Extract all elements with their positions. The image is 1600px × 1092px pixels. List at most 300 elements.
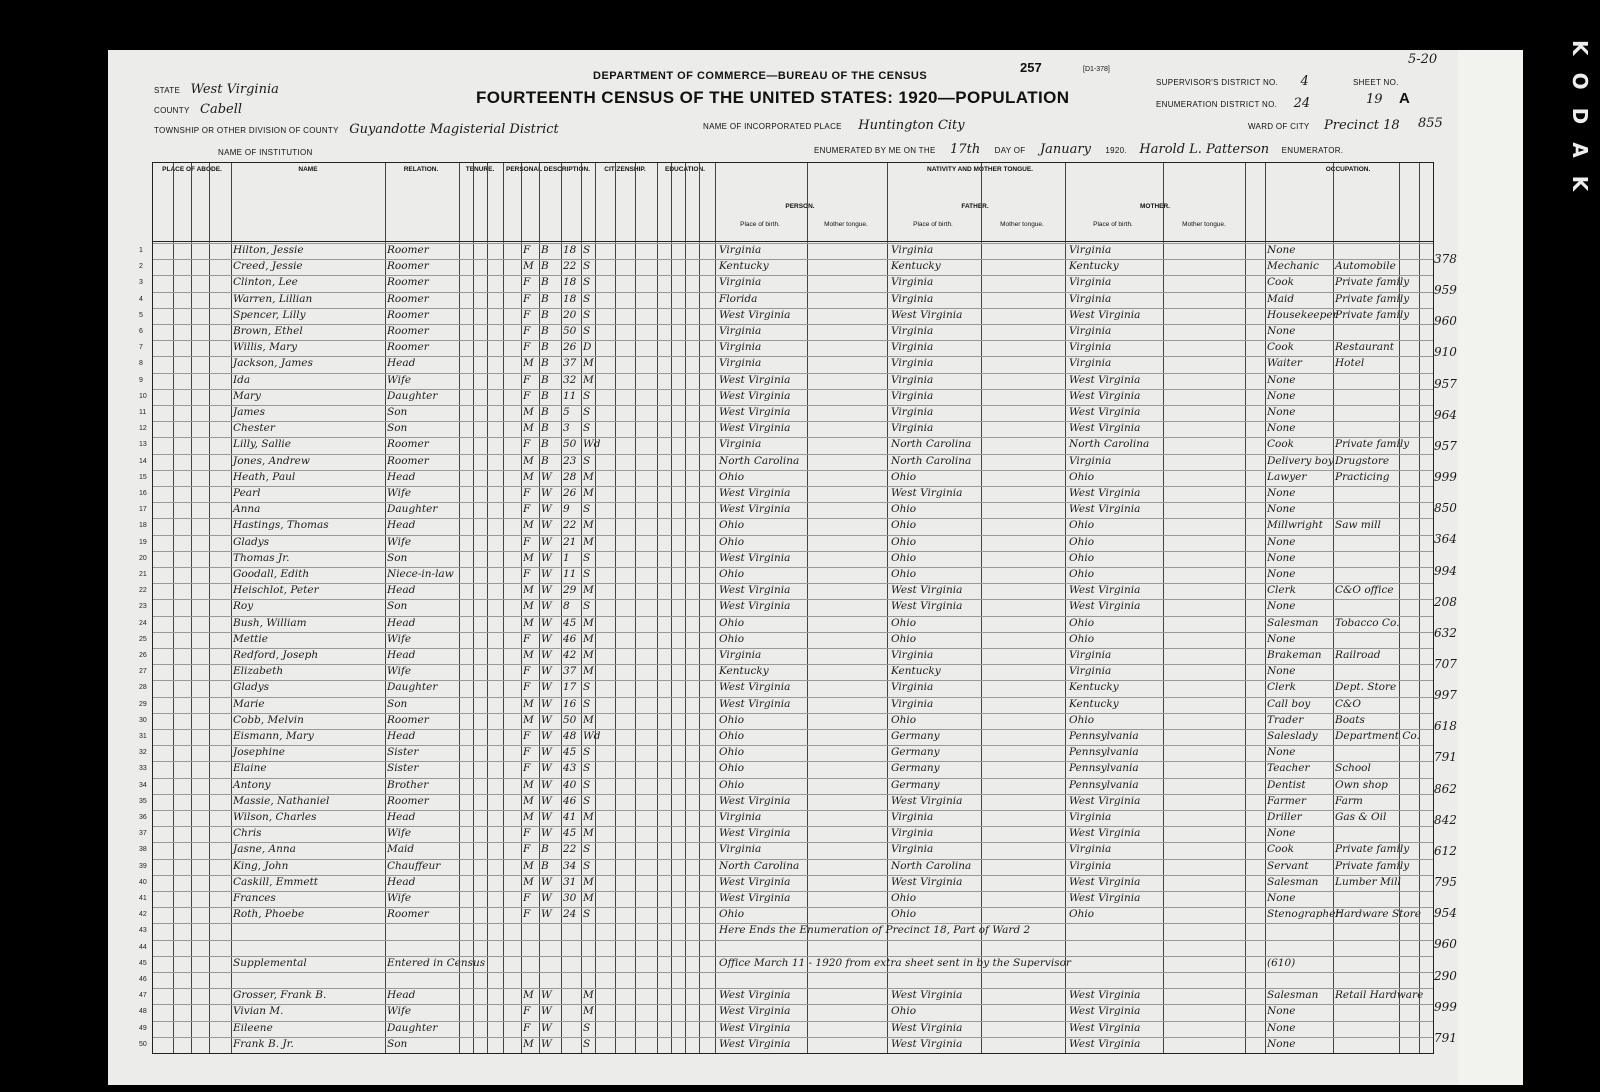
- relation-cell: Brother: [387, 778, 429, 791]
- mother-birthplace-cell: Kentucky: [1069, 681, 1119, 694]
- industry-cell: Retail Hardware: [1335, 989, 1424, 1002]
- race-cell: B: [541, 276, 549, 289]
- name-cell: Goodall, Edith: [233, 568, 310, 580]
- name-cell: Gladys: [233, 535, 270, 548]
- row-number: 46: [139, 976, 147, 983]
- row-number: 1: [139, 247, 143, 254]
- occupation-cell: Brakeman: [1267, 649, 1322, 661]
- father-birthplace-cell: Ohio: [891, 535, 917, 548]
- row-number: 31: [139, 733, 147, 740]
- relation-cell: Daughter: [387, 1021, 438, 1034]
- age-cell: 18: [563, 276, 577, 289]
- industry-cell: Hotel: [1335, 357, 1365, 370]
- relation-cell: Wife: [387, 1005, 412, 1018]
- row-number: 3: [139, 279, 143, 287]
- age-cell: 17: [563, 681, 577, 694]
- father-birthplace-cell: North Carolina: [891, 454, 972, 467]
- row-number: 21: [139, 571, 147, 578]
- race-cell: W: [541, 503, 552, 516]
- margin-number: 612: [1434, 843, 1457, 858]
- race-cell: W: [541, 681, 552, 694]
- mother-birthplace-cell: West Virginia: [1069, 600, 1141, 613]
- relation-cell: Wife: [387, 665, 412, 678]
- row-number: 22: [139, 587, 147, 595]
- mother-birthplace-cell: Ohio: [1069, 551, 1095, 564]
- row-number: 6: [139, 328, 143, 335]
- father-birthplace-cell: West Virginia: [891, 487, 963, 499]
- marital-cell: S: [583, 762, 591, 775]
- sex-cell: F: [523, 632, 531, 645]
- birthplace-cell: Ohio: [719, 519, 745, 532]
- father-birthplace-cell: Virginia: [891, 373, 934, 386]
- industry-cell: Automobile: [1335, 260, 1396, 273]
- name-cell: Spencer, Lilly: [233, 308, 306, 321]
- birthplace-cell: Virginia: [719, 357, 762, 370]
- name-cell: Mary: [233, 389, 261, 402]
- row-number: 34: [139, 781, 147, 789]
- race-cell: W: [541, 665, 552, 678]
- industry-cell: Tobacco Co.: [1335, 616, 1400, 629]
- race-cell: W: [541, 746, 552, 759]
- occupation-cell: None: [1267, 244, 1296, 256]
- margin-number: 795: [1434, 875, 1457, 890]
- occupation-cell: None: [1267, 746, 1296, 759]
- birthplace-cell: Ohio: [719, 568, 745, 580]
- occupation-cell: None: [1267, 406, 1296, 418]
- mother-birthplace-cell: Ohio: [1069, 908, 1095, 921]
- age-cell: 5: [563, 406, 570, 418]
- occupation-cell: Teacher: [1267, 762, 1310, 775]
- age-cell: 1: [563, 551, 570, 564]
- relation-cell: Son: [387, 600, 408, 613]
- occupation-cell: Millwright: [1267, 519, 1323, 532]
- age-cell: 11: [563, 568, 577, 580]
- birthplace-cell: Ohio: [719, 616, 745, 629]
- occupation-cell: Lawyer: [1267, 470, 1307, 483]
- birthplace-cell: West Virginia: [719, 681, 791, 694]
- name-cell: Cobb, Melvin: [233, 713, 304, 726]
- race-cell: W: [541, 535, 552, 548]
- occupation-cell: None: [1267, 632, 1296, 645]
- marital-cell: M: [583, 713, 594, 726]
- industry-cell: C&O office: [1335, 584, 1394, 597]
- row-number: 5: [139, 311, 143, 319]
- father-birthplace-cell: Ohio: [891, 519, 917, 532]
- birthplace-cell: West Virginia: [719, 487, 791, 499]
- name-cell: Grosser, Frank B.: [233, 989, 327, 1002]
- age-cell: 11: [563, 389, 577, 402]
- occupation-cell: Salesman: [1267, 616, 1319, 629]
- margin-number: 842: [1434, 812, 1457, 827]
- race-cell: B: [541, 357, 549, 370]
- birthplace-cell: North Carolina: [719, 454, 800, 467]
- occupation-cell: Cook: [1267, 438, 1295, 451]
- father-birthplace-cell: Virginia: [891, 341, 934, 354]
- marital-cell: S: [583, 551, 591, 564]
- row-number: 35: [139, 797, 147, 805]
- name-cell: Marie: [233, 697, 265, 710]
- relation-cell: Roomer: [387, 276, 429, 289]
- col-group-father: FATHER.: [961, 203, 989, 210]
- occupation-cell: Salesman: [1267, 989, 1319, 1002]
- sex-cell: F: [523, 568, 531, 580]
- name-cell: James: [233, 406, 266, 418]
- relation-cell: Wife: [387, 487, 412, 499]
- relation-cell: Roomer: [387, 341, 429, 354]
- father-birthplace-cell: West Virginia: [891, 1021, 963, 1034]
- age-cell: 18: [563, 292, 577, 305]
- industry-cell: Own shop: [1335, 778, 1388, 791]
- sex-cell: F: [523, 487, 531, 499]
- race-cell: W: [541, 892, 552, 904]
- margin-number: 999: [1434, 470, 1457, 485]
- name-cell: Bush, William: [233, 616, 307, 629]
- occupation-cell: Clerk: [1267, 681, 1296, 694]
- margin-number: 957: [1434, 376, 1457, 391]
- age-cell: 48: [563, 730, 577, 742]
- row-number: 47: [139, 992, 147, 1000]
- sex-cell: M: [523, 811, 534, 823]
- marital-cell: S: [583, 697, 591, 710]
- name-cell: Anna: [233, 503, 261, 516]
- birthplace-cell: West Virginia: [719, 389, 791, 402]
- age-cell: 50: [563, 325, 577, 337]
- row-number: 20: [139, 554, 147, 562]
- occupation-cell: None: [1267, 568, 1296, 580]
- name-cell: Gladys: [233, 681, 270, 694]
- race-cell: W: [541, 794, 552, 807]
- relation-cell: Roomer: [387, 438, 429, 451]
- occupation-cell: Mechanic: [1267, 260, 1319, 273]
- row-number: 32: [139, 749, 147, 757]
- sex-cell: M: [523, 422, 534, 435]
- sex-cell: F: [523, 908, 531, 921]
- col-group-nativity: NATIVITY AND MOTHER TONGUE.: [927, 166, 1033, 173]
- margin-number: 290: [1434, 968, 1457, 983]
- name-cell: Brown, Ethel: [233, 325, 303, 337]
- race-cell: W: [541, 487, 552, 499]
- industry-cell: Private family: [1335, 292, 1410, 305]
- margin-number: 999: [1434, 999, 1457, 1014]
- relation-cell: Head: [387, 989, 416, 1002]
- birthplace-cell: Virginia: [719, 843, 762, 856]
- father-birthplace-cell: West Virginia: [891, 794, 963, 807]
- age-cell: 9: [563, 503, 570, 516]
- age-cell: 43: [563, 762, 577, 775]
- marital-cell: S: [583, 1021, 591, 1034]
- relation-cell: Head: [387, 730, 416, 742]
- race-cell: B: [541, 406, 549, 418]
- relation-cell: Head: [387, 519, 416, 532]
- birthplace-cell: Virginia: [719, 341, 762, 354]
- birthplace-cell: Office March 11 - 1920 from extra sheet sent in by the Supervisor: [719, 956, 1071, 969]
- name-cell: Frank B. Jr.: [233, 1037, 294, 1050]
- row-number: 48: [139, 1008, 147, 1016]
- age-cell: 30: [563, 892, 577, 904]
- marital-cell: S: [583, 454, 591, 467]
- mother-birthplace-cell: North Carolina: [1069, 438, 1150, 451]
- row-number: 7: [139, 344, 143, 352]
- relation-cell: Niece-in-law: [387, 568, 454, 580]
- margin-number: 850: [1434, 501, 1457, 516]
- name-cell: Jackson, James: [233, 357, 313, 370]
- age-cell: 16: [563, 697, 577, 710]
- occupation-cell: Trader: [1267, 713, 1304, 726]
- row-number: 39: [139, 862, 147, 870]
- form-number: [D1-378]: [1083, 66, 1110, 73]
- age-cell: 45: [563, 827, 577, 840]
- sex-cell: F: [523, 325, 531, 337]
- enumeration-date-field: ENUMERATED BY ME ON THE 17th DAY OF January 1920. Harold L. Patterson ENUMERATOR.: [814, 142, 1344, 157]
- race-cell: W: [541, 811, 552, 823]
- occupation-cell: (610): [1267, 956, 1296, 969]
- race-cell: W: [541, 989, 552, 1002]
- relation-cell: Roomer: [387, 713, 429, 726]
- name-cell: Clinton, Lee: [233, 276, 298, 289]
- sex-cell: F: [523, 276, 531, 289]
- age-cell: 32: [563, 373, 577, 386]
- race-cell: B: [541, 244, 549, 256]
- mother-birthplace-cell: West Virginia: [1069, 308, 1141, 321]
- father-birthplace-cell: Virginia: [891, 649, 934, 661]
- birthplace-cell: West Virginia: [719, 308, 791, 321]
- sex-cell: F: [523, 730, 531, 742]
- col-group-relation: RELATION.: [403, 166, 439, 173]
- name-cell: Eileene: [233, 1021, 273, 1034]
- birthplace-cell: Virginia: [719, 244, 762, 256]
- occupation-cell: None: [1267, 503, 1296, 516]
- birthplace-cell: Ohio: [719, 746, 745, 759]
- sex-cell: F: [523, 308, 531, 321]
- marital-cell: M: [583, 632, 594, 645]
- mother-birthplace-cell: West Virginia: [1069, 422, 1141, 435]
- corner-annotation: 5-20: [1408, 52, 1438, 67]
- occupation-cell: Call boy: [1267, 697, 1311, 710]
- relation-cell: Sister: [387, 746, 419, 759]
- relation-cell: Son: [387, 422, 408, 435]
- father-birthplace-cell: North Carolina: [891, 438, 972, 451]
- marital-cell: S: [583, 746, 591, 759]
- relation-cell: Roomer: [387, 292, 429, 305]
- race-cell: B: [541, 843, 549, 856]
- sex-cell: F: [523, 535, 531, 548]
- name-cell: Elizabeth: [233, 665, 284, 678]
- sex-cell: F: [523, 892, 531, 904]
- col-group-tenure: TENURE.: [465, 166, 495, 173]
- age-cell: 41: [563, 811, 577, 823]
- father-birthplace-cell: Ohio: [891, 908, 917, 921]
- mother-birthplace-cell: Ohio: [1069, 535, 1095, 548]
- birthplace-cell: West Virginia: [719, 827, 791, 840]
- father-birthplace-cell: Ohio: [891, 568, 917, 580]
- mother-birthplace-cell: Virginia: [1069, 859, 1112, 872]
- race-cell: W: [541, 875, 552, 888]
- birthplace-cell: West Virginia: [719, 600, 791, 613]
- sex-cell: M: [523, 697, 534, 710]
- row-number: 2: [139, 263, 143, 271]
- father-birthplace-cell: Virginia: [891, 422, 934, 435]
- father-birthplace-cell: Virginia: [891, 276, 934, 289]
- marital-cell: M: [583, 989, 594, 1002]
- birthplace-cell: Virginia: [719, 325, 762, 337]
- race-cell: W: [541, 519, 552, 532]
- mother-birthplace-cell: Virginia: [1069, 811, 1112, 823]
- age-cell: 21: [563, 535, 577, 548]
- birthplace-cell: Florida: [719, 292, 758, 305]
- industry-cell: Dept. Store: [1335, 681, 1397, 694]
- col-person-birthplace: Place of birth.: [740, 221, 780, 228]
- occupation-cell: Salesman: [1267, 875, 1319, 888]
- race-cell: W: [541, 649, 552, 661]
- row-number: 17: [139, 506, 147, 514]
- relation-cell: Son: [387, 1037, 408, 1050]
- birthplace-cell: Ohio: [719, 762, 745, 775]
- col-mother-birthplace: Place of birth.: [1093, 221, 1133, 228]
- occupation-cell: None: [1267, 373, 1296, 386]
- father-birthplace-cell: Ohio: [891, 892, 917, 904]
- name-cell: Caskill, Emmett: [233, 875, 319, 888]
- birthplace-cell: West Virginia: [719, 584, 791, 597]
- father-birthplace-cell: Germany: [891, 730, 940, 742]
- marital-cell: S: [583, 794, 591, 807]
- sex-cell: M: [523, 454, 534, 467]
- father-birthplace-cell: Virginia: [891, 292, 934, 305]
- mother-birthplace-cell: Pennsylvania: [1069, 778, 1139, 791]
- birthplace-cell: West Virginia: [719, 875, 791, 888]
- margin-number: 707: [1434, 657, 1457, 671]
- father-birthplace-cell: Virginia: [891, 389, 934, 402]
- birthplace-cell: West Virginia: [719, 1005, 791, 1018]
- row-number: 42: [139, 911, 147, 919]
- row-number: 24: [139, 619, 147, 627]
- marital-cell: S: [583, 308, 591, 321]
- name-cell: Frances: [233, 892, 276, 904]
- age-cell: 22: [563, 260, 577, 273]
- father-birthplace-cell: Ohio: [891, 1005, 917, 1018]
- marital-cell: M: [583, 665, 594, 678]
- name-cell: Pearl: [233, 487, 261, 499]
- row-number: 23: [139, 603, 147, 611]
- occupation-cell: Maid: [1267, 292, 1295, 305]
- margin-number: 960: [1434, 937, 1457, 952]
- marital-cell: S: [583, 244, 591, 256]
- mother-birthplace-cell: West Virginia: [1069, 406, 1141, 418]
- mother-birthplace-cell: West Virginia: [1069, 487, 1141, 499]
- birthplace-cell: Ohio: [719, 908, 745, 921]
- marital-cell: M: [583, 373, 594, 386]
- sex-cell: M: [523, 551, 534, 564]
- sex-cell: F: [523, 373, 531, 386]
- age-cell: 37: [563, 665, 577, 678]
- occupation-cell: None: [1267, 551, 1296, 564]
- marital-cell: S: [583, 292, 591, 305]
- relation-cell: Head: [387, 811, 416, 823]
- birthplace-cell: West Virginia: [719, 503, 791, 516]
- mother-birthplace-cell: West Virginia: [1069, 373, 1141, 386]
- mother-birthplace-cell: Virginia: [1069, 665, 1112, 678]
- row-number: 40: [139, 878, 147, 886]
- age-cell: 50: [563, 713, 577, 726]
- age-cell: 31: [563, 875, 577, 888]
- father-birthplace-cell: Ohio: [891, 503, 917, 516]
- race-cell: W: [541, 827, 552, 840]
- occupation-cell: Saleslady: [1267, 730, 1318, 742]
- marital-cell: M: [583, 470, 594, 483]
- father-birthplace-cell: West Virginia: [891, 1037, 963, 1050]
- sheet-number-value: 19 A: [1366, 90, 1410, 107]
- mother-birthplace-cell: West Virginia: [1069, 1037, 1141, 1050]
- age-cell: 42: [563, 649, 577, 661]
- father-birthplace-cell: Germany: [891, 762, 940, 775]
- occupation-cell: None: [1267, 389, 1296, 402]
- race-cell: B: [541, 308, 549, 321]
- birthplace-cell: Ohio: [719, 778, 745, 791]
- age-cell: 26: [563, 487, 577, 499]
- race-cell: W: [541, 713, 552, 726]
- relation-cell: Roomer: [387, 325, 429, 337]
- row-number: 16: [139, 490, 147, 497]
- marital-cell: M: [583, 811, 594, 823]
- race-cell: W: [541, 568, 552, 580]
- occupation-cell: Cook: [1267, 843, 1295, 856]
- marital-cell: M: [583, 535, 594, 548]
- age-cell: 40: [563, 778, 577, 791]
- father-birthplace-cell: Kentucky: [891, 260, 941, 273]
- sex-cell: F: [523, 1021, 531, 1034]
- mother-birthplace-cell: Ohio: [1069, 713, 1095, 726]
- margin-number: 862: [1434, 781, 1457, 796]
- occupation-cell: None: [1267, 892, 1296, 904]
- col-father-tongue: Mother tongue.: [1000, 221, 1044, 228]
- mother-birthplace-cell: Virginia: [1069, 454, 1112, 467]
- name-cell: Redford, Joseph: [233, 649, 319, 661]
- row-number: 11: [139, 409, 147, 416]
- age-cell: 45: [563, 616, 577, 629]
- relation-cell: Roomer: [387, 260, 429, 273]
- relation-cell: Roomer: [387, 308, 429, 321]
- father-birthplace-cell: Germany: [891, 746, 940, 759]
- table-row: [153, 940, 1433, 957]
- marital-cell: S: [583, 1037, 591, 1050]
- row-number: 10: [139, 392, 147, 400]
- name-cell: Supplemental: [233, 956, 307, 969]
- industry-cell: Hardware Store: [1335, 908, 1421, 921]
- name-cell: Jasne, Anna: [233, 843, 296, 856]
- row-number: 13: [139, 441, 147, 449]
- marital-cell: S: [583, 389, 591, 402]
- col-person-tongue: Mother tongue.: [824, 221, 868, 228]
- sex-cell: M: [523, 649, 534, 661]
- birthplace-cell: Ohio: [719, 730, 745, 742]
- sex-cell: M: [523, 600, 534, 613]
- industry-cell: Boats: [1335, 713, 1365, 726]
- marital-cell: S: [583, 406, 591, 418]
- margin-number: 632: [1434, 625, 1457, 640]
- marital-cell: S: [583, 778, 591, 791]
- sex-cell: F: [523, 681, 531, 694]
- col-father-birthplace: Place of birth.: [913, 221, 953, 228]
- relation-cell: Son: [387, 406, 408, 418]
- row-number: 38: [139, 846, 147, 854]
- father-birthplace-cell: Germany: [891, 778, 940, 791]
- name-cell: Hastings, Thomas: [233, 519, 329, 532]
- col-group-citizenship: CITIZENSHIP.: [604, 166, 646, 173]
- father-birthplace-cell: Virginia: [891, 406, 934, 418]
- birthplace-cell: West Virginia: [719, 892, 791, 904]
- row-number: 19: [139, 538, 147, 546]
- row-number: 41: [139, 895, 147, 902]
- margin-number: 791: [1434, 750, 1457, 765]
